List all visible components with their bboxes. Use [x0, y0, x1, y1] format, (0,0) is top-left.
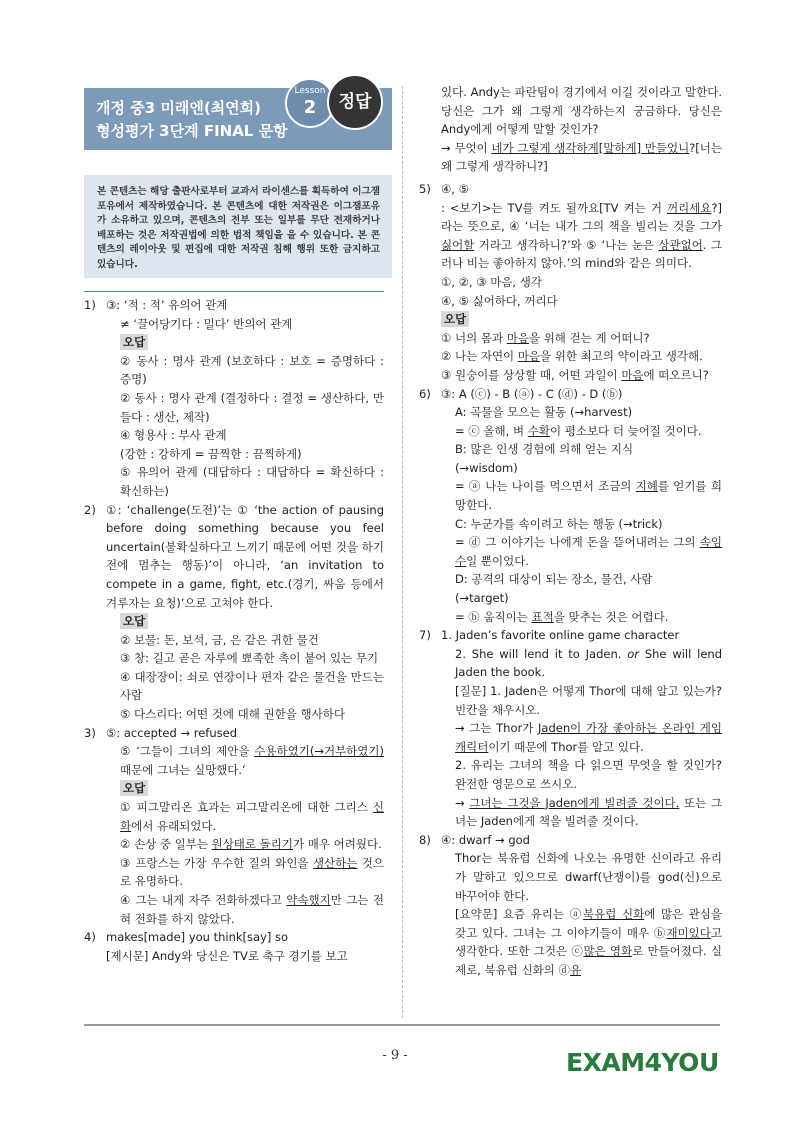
item-text: ⑤: accepted → refused: [106, 725, 237, 740]
answer-item-2: [84, 501, 384, 724]
answer-item-5: [419, 180, 722, 385]
answer-item-4-continued: [419, 83, 722, 176]
answer-item-8: [419, 831, 722, 980]
item-number: 5): [419, 181, 431, 196]
page-number: - 9 -: [382, 1048, 408, 1063]
header-title-line1: 개정 중3 미래엔(최연희): [96, 99, 262, 117]
item-text: → 그녀는 그것을 Jaden에게 빌려줄 것이다. 또는 그녀는 Jaden에게 책을 빌려줄 것이다.: [455, 795, 723, 829]
option-explanation: ⑤ 다스리다: 어떤 것에 대해 권한을 행사하다: [120, 707, 345, 722]
item-text: ④, ⑤ 싫어하다, 꺼리다: [441, 293, 558, 308]
item-text: [질문] 1. Jaden은 어떻게 Thor에 대해 알고 있는가? 빈칸을 채우시오.: [455, 684, 722, 717]
definition-line: B: 많은 인생 경험에 의해 얻는 지식: [455, 442, 634, 457]
item-number: 6): [419, 386, 431, 401]
definition-line: (→wisdom): [455, 460, 518, 475]
option-explanation: (강한 : 강하게 = 끔찍한 : 끔찍하게): [120, 446, 302, 461]
option-explanation: ② 나는 자연이 마음을 위한 최고의 약이라고 생각해.: [441, 349, 703, 364]
header-title-line2: 형성평가 3단계 FINAL 문항: [96, 122, 288, 140]
item-text: ⑤ ‘그들이 그녀의 제안을 수용하였기(→거부하였기) 때문에 그녀는 실망했다.’: [120, 744, 384, 777]
option-explanation: ③ 프랑스는 가장 우수한 질의 와인을 생산하는 것으로 유명하다.: [120, 855, 384, 889]
item-number: 2): [84, 502, 96, 517]
footer-rule: [84, 1024, 720, 1026]
option-explanation: ④ 그는 내게 자주 전화하겠다고 약속했지만 그는 전혀 전화를 하지 않았다.: [120, 893, 384, 926]
option-explanation: ③ 창: 길고 곧은 자루에 뾰족한 촉이 붙어 있는 무기: [120, 651, 379, 666]
item-text: 1. Jaden’s favorite online game character: [441, 628, 680, 643]
option-explanation: ④ 형용사 : 부사 관계: [120, 428, 227, 443]
item-number: 8): [419, 832, 431, 847]
item-number: 1): [84, 298, 96, 312]
definition-line: C: 누군가를 속이려고 하는 행동 (→trick): [455, 516, 663, 531]
item-number: 4): [84, 930, 96, 945]
definition-line: A: 곡물을 모으는 활동 (→harvest): [455, 405, 633, 420]
example-line: = ⓓ 그 이야기는 나에게 돈을 뜯어내려는 그의 속임수일 뿐이었다.: [455, 535, 722, 568]
item-text: ①: ‘challenge(도전)’는 ① ‘the action of pausing before doing something because you feel uncertain(불확실하다고 느끼기 때문에 어떤 것을 하기 전에 멈추는 행동)’이 아니라, ‘an invitation to compete in a game, fight, etc.(경기, 싸움 등에서 겨루자는 요청)’으로 고쳐야 한다.: [106, 502, 384, 610]
left-column: [84, 296, 384, 965]
item-text: ≠ ‘끌어당기다 : 밀다’ 반의어 관계: [120, 316, 293, 331]
lesson-label: Lesson: [294, 86, 326, 96]
option-explanation: ④ 대장장이: 쇠로 연장이나 편자 같은 물건을 만드는 사람: [120, 669, 384, 703]
item-number: 7): [419, 628, 431, 643]
item-text: : <보기>는 TV를 켜도 될까요[TV 켜는 거 꺼리세요?]라는 뜻으로, ④ ‘너는 내가 그의 책을 빌리는 것을 그가 싫어할 거라고 생각하니?’와 ⑤ ‘나는 눈은 상관없어. 그러나 비는 좋아하지 않아.’의 mind와 같은 의미다.: [441, 200, 722, 271]
lesson-number: 2: [303, 97, 317, 118]
item-text: Thor는 북유럽 신화에 나오는 유명한 신이라고 유리가 말하고 있으므로 dwarf(난쟁이)를 god(신)으로 바꾸어야 한다.: [455, 851, 722, 903]
definition-line: D: 공격의 대상이 되는 장소, 물건, 사람: [455, 572, 653, 587]
copyright-notice: 본 콘텐츠는 해당 출판사로부터 교과서 라이센스를 획득하여 이그잼포유에서 제작하였습니다. 본 콘텐츠에 대한 저작권은 이그잼포유가 소유하고 있으며, 콘텐츠의 전부 또는 일부를 무단 전재하거나 배포하는 것은 저작권법에 의한 법적 책임을 을 수 있습니다. 본 콘텐츠의 레이아웃 및 편집에 대한 저작권 침해 행위 또한 금지하고 있습니다.: [84, 175, 392, 278]
answer-item-6: [419, 385, 722, 627]
definition-line: (→target): [455, 591, 509, 606]
item-text: ④, ⑤: [441, 181, 469, 196]
option-explanation: ⑤ 유의어 관계 (대답하다 : 대답하다 = 확신하다 : 확신하는): [120, 465, 384, 498]
item-text: ③: ‘적 : 적’ 유의어 관계: [106, 298, 228, 312]
wrong-answer-label: 오답: [441, 311, 469, 327]
wrong-answer-label: 오답: [120, 780, 148, 796]
option-explanation: ② 보물: 돈, 보석, 금, 은 같은 귀한 물건: [120, 632, 319, 647]
item-text: → 그는 Thor가 Jaden이 가장 좋아하는 온라인 게임 캐릭터이기 때문에 Thor를 알고 있다.: [455, 721, 723, 754]
item-text: ④: dwarf → god: [441, 832, 530, 847]
option-explanation: ③ 원숭이를 상상할 때, 어떤 과일이 마음에 떠오르니?: [441, 367, 709, 382]
option-explanation: ② 동사 : 명사 관계 (결정하다 : 결정 = 생산하다, 만들다 : 생산, 제작): [120, 390, 384, 424]
item-text: 2. 유리는 그녀의 책을 다 읽으면 무엇을 할 것인가? 완전한 영문으로 쓰시오.: [455, 758, 722, 791]
example-line: = ⓒ 올해, 벼 수확이 평소보다 더 늦어질 것이다.: [455, 423, 702, 438]
answer-badge: 정답: [327, 74, 383, 130]
example-line: = ⓐ 나는 나이를 먹으면서 조금의 지혜를 얻기를 희망한다.: [455, 479, 722, 513]
example-line: = ⓑ 움직이는 표적을 맞추는 것은 어렵다.: [455, 609, 669, 624]
item-text: ①, ②, ③ 마음, 생각: [441, 274, 542, 289]
option-explanation: ① 너의 몸과 마음을 위해 걷는 게 어떠니?: [441, 330, 650, 345]
item-text: makes[made] you think[say] so: [106, 930, 289, 945]
item-text: [제시문] Andy와 당신은 TV로 축구 경기를 보고: [106, 948, 348, 963]
answer-item-1: [84, 296, 384, 501]
right-column: [419, 83, 722, 980]
answer-item-3: [84, 724, 384, 929]
answer-item-4: [84, 928, 384, 965]
item-text: → 무엇이 네가 그렇게 생각하게[말하게] 만들었니?[너는 왜 그렇게 생각하니?]: [441, 140, 723, 174]
wrong-answer-label: 오답: [120, 334, 148, 350]
brand-logo: EXAM4YOU: [566, 1048, 719, 1077]
item-text: 2. She will lend it to Jaden. or She will lend Jaden the book.: [455, 646, 722, 680]
answer-item-7: [419, 626, 722, 831]
item-text: ③: A (ⓒ) - B (ⓐ) - C (ⓓ) - D (ⓑ): [441, 386, 623, 401]
item-number: 3): [84, 725, 96, 740]
item-text: [요약문] 요즘 유리는 ⓐ북유럽 신화에 많은 관심을 갖고 있다. 그녀는 그 이야기들이 매우 ⓑ재미있다고 생각한다. 또한 그것은 ⓒ많은 영화로 만들어졌다. 실제로, 북유럽 신화의 ⓓ유: [455, 907, 723, 977]
option-explanation: ① 피그말리온 효과는 피그말리온에 대한 그리스 신화에서 유래되었다.: [120, 800, 384, 833]
column-divider: [402, 86, 403, 1018]
option-explanation: ② 손상 중 일부는 원상태로 돌리기가 매우 어려웠다.: [120, 837, 382, 852]
section-rule: [84, 291, 384, 292]
item-text: 있다. Andy는 파란팀이 경기에서 이길 것이라고 말한다. 당신은 그가 왜 그렇게 생각하는지 궁금하다. 당신은 Andy에게 어떻게 말할 것인가?: [441, 85, 722, 137]
option-explanation: ② 동사 : 명사 관계 (보호하다 : 보호 = 증명하다 : 증명): [120, 353, 384, 387]
wrong-answer-label: 오답: [120, 613, 148, 629]
